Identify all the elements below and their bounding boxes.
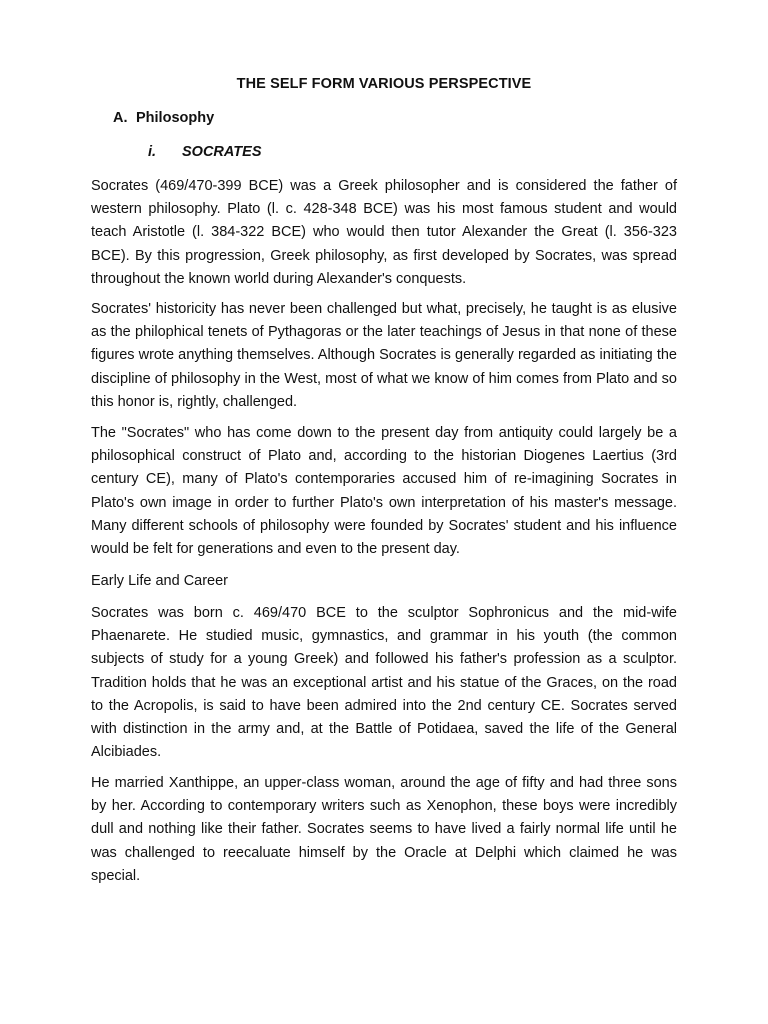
paragraph-historicity: Socrates' historicity has never been challenged but what, precisely, he taught is as elusive as the philophical tenets of Pythagoras or the later teachings of Jesus in that none of these figures wrote anything themselves. Although Socrates is generally regarded as initiating the discipline of philosophy in the West, most of what we know of him comes from Plato and so this honor is, rightly, challenged. [91, 301, 677, 410]
subsection-heading [148, 144, 262, 160]
subsection-label: SOCRATES [182, 144, 262, 160]
paragraph-plato-construct: The "Socrates" who has come down to the present day from antiquity could largely be a philosophical construct of Plato and, according to the historian Diogenes Laertius (3rd century CE), many of Plato's contemporaries accused him of re-imagining Socrates in Plato's own image in order to further Plato's own interpretation of his master's message. Many different schools of philosophy were founded by Socrates' student and his influence would be felt for generations and even to the present day. [91, 425, 677, 558]
paragraph-marriage: He married Xanthippe, an upper-class woman, around the age of fifty and had three sons by her. According to contemporary writers such as Xenophon, these boys were incredibly dull and nothing like their father. Socrates seems to have lived a fairly normal life until he was challenged to reecaluate himself by the Oracle at Delphi which claimed he was special. [91, 775, 677, 884]
paragraph-early-life: Socrates was born c. 469/470 BCE to the sculptor Sophronicus and the mid-wife Phaenarete. He studied music, gymnastics, and grammar in his youth (the common subjects of study for a young Greek) and followed his father's profession as a sculptor. Tradition holds that he was an exceptional artist and his statue of the Graces, on the road to the Acropolis, is said to have been admired into the 2nd century CE. Socrates served with distinction in the army and, at the Battle of Potidaea, saved the life of the General Alcibiades. [91, 605, 677, 761]
section-heading [113, 110, 214, 126]
subsection-numeral: i. [148, 144, 157, 160]
paragraph-heading-early-life: Early Life and Career [91, 573, 229, 589]
section-label: Philosophy [136, 110, 215, 126]
document-title: THE SELF FORM VARIOUS PERSPECTIVE [236, 76, 532, 92]
section-letter: A. [113, 110, 128, 126]
paragraph-intro: Socrates (469/470-399 BCE) was a Greek philosopher and is considered the father of western philosophy. Plato (l. c. 428-348 BCE) was his most famous student and would teach Aristotle (l. 384-322 BCE) who would then tutor Alexander the Great (l. 356-323 BCE). By this progression, Greek philosophy, as first developed by Socrates, was spread throughout the known world during Alexander's conquests. [91, 178, 677, 287]
